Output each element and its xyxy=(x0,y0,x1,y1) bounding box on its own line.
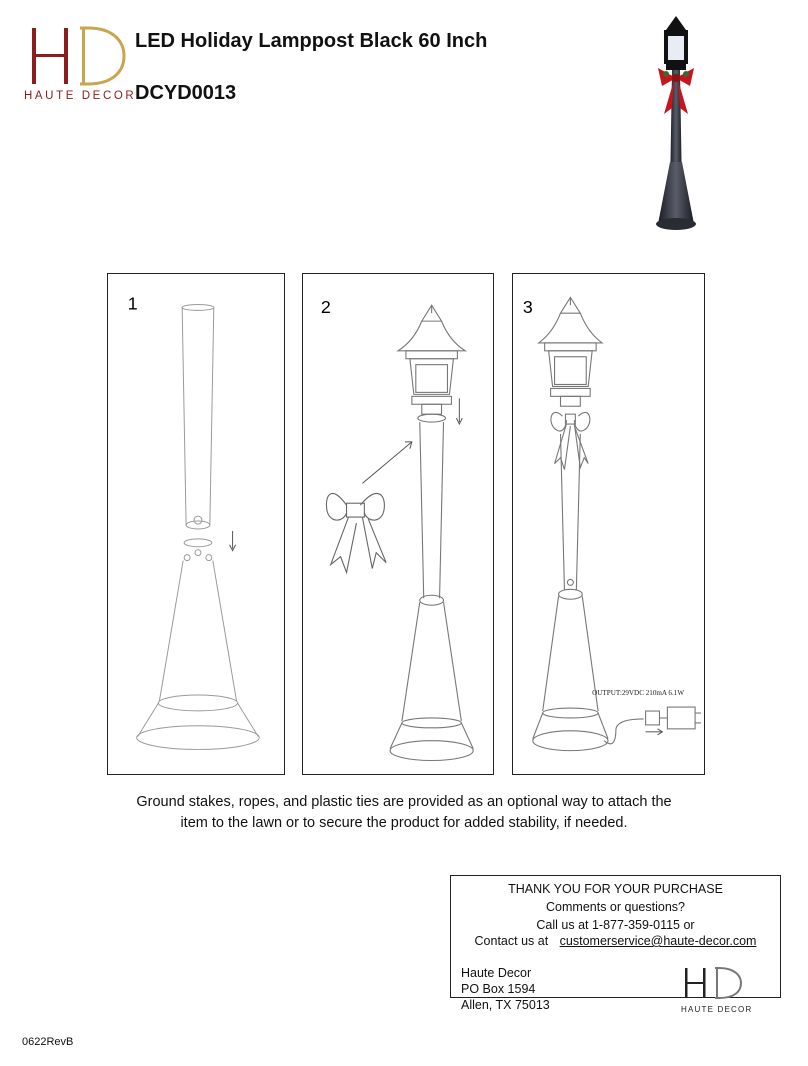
po-box: PO Box 1594 xyxy=(461,982,536,996)
product-sku: DCYD0013 xyxy=(135,82,237,104)
step-1-panel xyxy=(107,273,285,775)
step-2-panel xyxy=(302,273,494,775)
caption-line-1: Ground stakes, ropes, and plastic ties are provided as an optional way to attach the xyxy=(136,794,672,810)
city-line: Allen, TX 75013 xyxy=(461,998,550,1012)
step-2-illustration xyxy=(303,274,493,774)
product-title: LED Holiday Lamppost Black 60 Inch xyxy=(135,30,488,52)
step-1-illustration xyxy=(108,274,284,774)
email-link[interactable]: customerservice@haute-decor.com xyxy=(559,934,757,948)
step-3-panel xyxy=(512,273,705,775)
footer-logo xyxy=(679,964,759,1016)
power-output-label: OUTPUT:29VDC 210mA 6.1W xyxy=(592,689,685,698)
contact-box xyxy=(450,875,781,1014)
contact-prefix: Contact us at xyxy=(474,934,549,948)
revision-code: 0622RevB xyxy=(22,1036,74,1048)
thank-you-text: THANK YOU FOR YOUR PURCHASE xyxy=(508,882,723,896)
product-photo xyxy=(636,12,716,234)
phone-text: Call us at 1-877-359-0115 or xyxy=(536,918,695,932)
step-3-number: 3 xyxy=(522,297,533,318)
caption xyxy=(100,792,708,834)
question-text: Comments or questions? xyxy=(546,900,685,914)
step-2-number: 2 xyxy=(320,297,331,318)
step-1-number: 1 xyxy=(127,293,138,314)
footer-logo-text: HAUTE DECOR xyxy=(681,1005,753,1014)
caption-line-2: item to the lawn or to secure the product for added stability, if needed. xyxy=(180,815,628,831)
bow-illustration xyxy=(326,493,386,572)
brand-name: HAUTE DECOR xyxy=(24,90,137,102)
company-name: Haute Decor xyxy=(461,966,532,980)
step-3-illustration xyxy=(513,274,704,774)
contact-line xyxy=(451,934,780,948)
